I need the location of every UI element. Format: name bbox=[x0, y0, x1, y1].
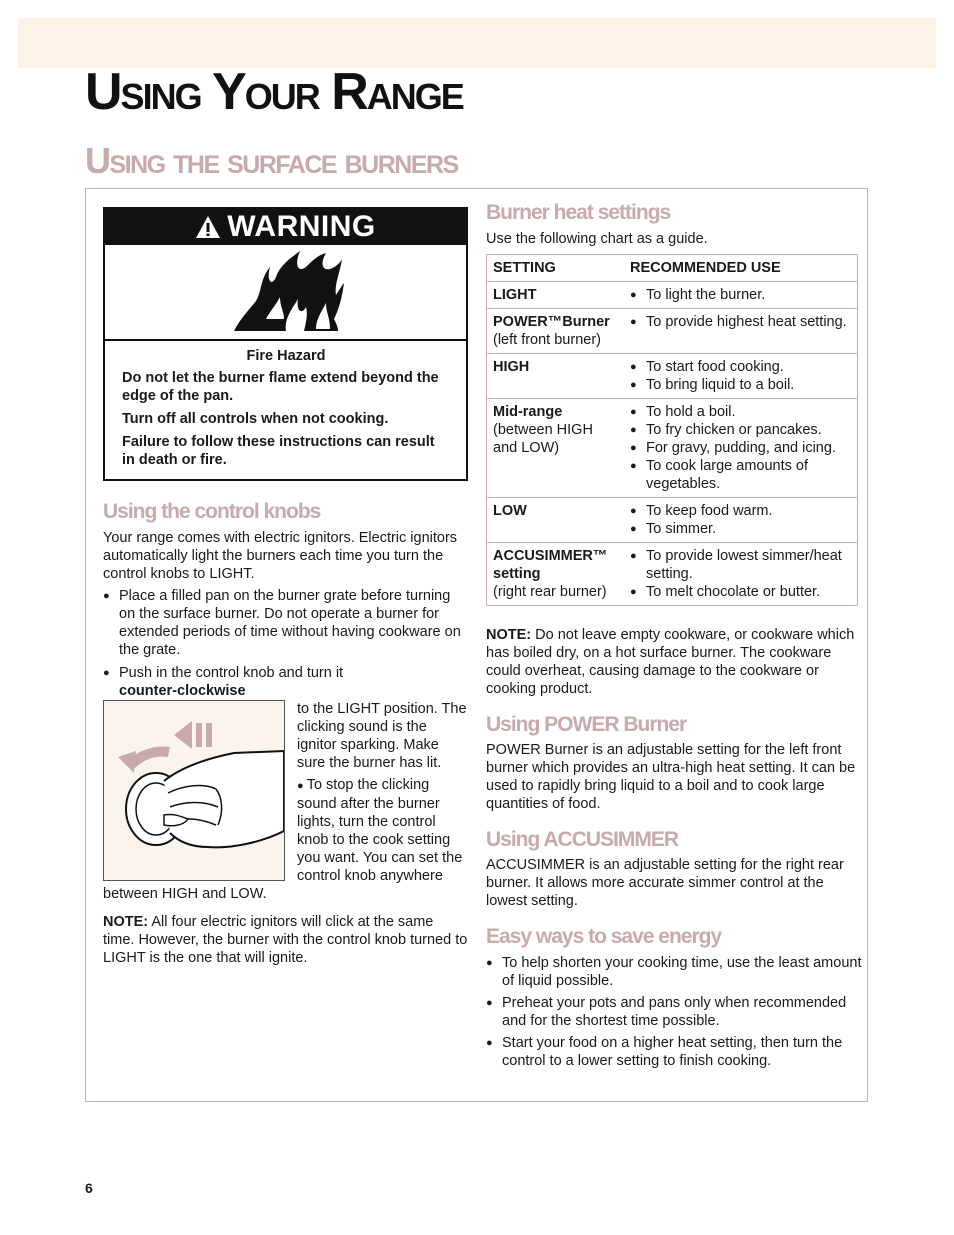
list-item bbox=[103, 664, 468, 700]
table-row bbox=[487, 498, 858, 543]
list-item: ● To help shorten your cooking time, use the least amount of liquid possible. bbox=[486, 954, 864, 990]
use-cell bbox=[624, 354, 858, 399]
use-list bbox=[630, 403, 851, 493]
section-title: Using the surface burners bbox=[85, 140, 458, 181]
knob-figure-block bbox=[103, 700, 468, 903]
warning-line: Turn off all controls when not cooking. bbox=[122, 411, 389, 427]
use-list bbox=[630, 358, 851, 394]
fire-flame-icon bbox=[105, 245, 466, 341]
use-cell bbox=[624, 282, 858, 309]
knob-instructions: to the LIGHT position. The clicking sound is the ignitor sparking. Make sure the burner has lit. bbox=[297, 701, 467, 771]
list-item: ● To fry chicken or pancakes. bbox=[630, 421, 851, 439]
setting-cell bbox=[487, 399, 625, 498]
use-cell bbox=[624, 399, 858, 498]
warning-triangle-icon bbox=[195, 215, 221, 239]
warning-line: Do not let the burner flame extend beyond the edge of the pan. bbox=[122, 370, 439, 404]
use-list bbox=[630, 286, 851, 304]
control-knobs-heading: Using the control knobs bbox=[103, 500, 321, 523]
page-number: 6 bbox=[85, 1180, 93, 1196]
warning-header bbox=[105, 209, 466, 245]
energy-list bbox=[486, 954, 864, 1070]
heat-settings-heading: Burner heat settings bbox=[486, 201, 671, 224]
table-row bbox=[487, 543, 858, 606]
power-burner-heading: Using POWER Burner bbox=[486, 713, 687, 736]
setting-name: Mid-range bbox=[493, 404, 563, 420]
warning-box bbox=[103, 207, 468, 481]
table-header-row bbox=[487, 255, 858, 282]
accusimmer-text: ACCUSIMMER is an adjustable setting for the right rear burner. It allows more accurate simmer control at the lowest setting. bbox=[486, 857, 844, 909]
list-item: ● To light the burner. bbox=[630, 286, 851, 304]
list-item: ● Preheat your pots and pans only when recommended and for the shortest time possible. bbox=[486, 994, 864, 1030]
setting-detail: (left front burner) bbox=[493, 332, 601, 348]
table-row bbox=[487, 399, 858, 498]
warning-text bbox=[105, 341, 466, 479]
note-text: Do not leave empty cookware, or cookware which has boiled dry, on a hot surface burner. The cookware could overheat, causing damage to the cookware or cooking product. bbox=[486, 627, 855, 697]
setting-cell bbox=[487, 354, 625, 399]
list-item: ● For gravy, pudding, and icing. bbox=[630, 439, 851, 457]
list-item: ● To simmer. bbox=[630, 520, 851, 538]
column-header-setting: SETTING bbox=[487, 255, 625, 282]
table-row bbox=[487, 354, 858, 399]
knob-stop-instructions bbox=[103, 776, 468, 903]
list-item: ● Place a filled pan on the burner grate before turning on the surface burner. Do not operate a burner for extended periods of time without having cookware on the grate. bbox=[103, 587, 468, 659]
setting-name: HIGH bbox=[493, 359, 530, 375]
setting-cell bbox=[487, 309, 625, 354]
setting-cell bbox=[487, 282, 625, 309]
heat-settings-intro: Use the following chart as a guide. bbox=[486, 231, 708, 247]
setting-detail: (right rear burner) bbox=[493, 584, 607, 600]
note-text: All four electric ignitors will click at the same time. However, the burner with the control knob turned to LIGHT is the one that will ignite. bbox=[103, 914, 468, 966]
control-knobs-intro: Your range comes with electric ignitors. Electric ignitors automatically light the burners each time you turn the control knobs to LIGHT. bbox=[103, 530, 458, 582]
use-list bbox=[630, 502, 851, 538]
accusimmer-heading: Using ACCUSIMMER bbox=[486, 828, 679, 851]
note-label: NOTE: bbox=[486, 627, 532, 643]
setting-detail: (between HIGH and LOW) bbox=[493, 422, 593, 456]
use-cell bbox=[624, 498, 858, 543]
table-row bbox=[487, 309, 858, 354]
hazard-title: Fire Hazard bbox=[246, 348, 326, 364]
warning-label: WARNING bbox=[227, 210, 376, 243]
setting-cell bbox=[487, 543, 625, 606]
heat-table-body bbox=[487, 282, 858, 606]
control-knobs-list bbox=[103, 587, 468, 700]
heat-settings-note bbox=[486, 626, 856, 698]
table-row bbox=[487, 282, 858, 309]
use-cell bbox=[624, 543, 858, 606]
bullet-bold: counter-clockwise bbox=[119, 683, 246, 699]
right-column bbox=[486, 200, 864, 1070]
bullet-text: To stop the clicking sound after the burner lights, turn the control knob to the cook setting you want. You can set the control knob anywhere between HIGH and LOW. bbox=[103, 777, 463, 902]
left-column bbox=[103, 207, 468, 967]
column-header-use: RECOMMENDED USE bbox=[624, 255, 858, 282]
use-list bbox=[630, 547, 851, 601]
list-item: ● To provide lowest simmer/heat setting. bbox=[630, 547, 851, 583]
power-burner-text: POWER Burner is an adjustable setting for the left front burner which provides an ultra-high heat setting. It can be used to rapidly bring liquid to a boil and to cook large quantities of food. bbox=[486, 742, 856, 812]
page-title: Using Your Range bbox=[85, 63, 463, 121]
setting-name: LOW bbox=[493, 503, 527, 519]
list-item: ● To melt chocolate or butter. bbox=[630, 583, 851, 601]
list-item: ● To start food cooking. bbox=[630, 358, 851, 376]
bullet-text: Push in the control knob and turn it bbox=[119, 665, 344, 681]
setting-cell bbox=[487, 498, 625, 543]
control-knobs-note bbox=[103, 913, 468, 967]
top-band bbox=[18, 18, 936, 68]
list-item: ● To keep food warm. bbox=[630, 502, 851, 520]
setting-name: ACCUSIMMER™ setting bbox=[493, 548, 608, 582]
setting-name: LIGHT bbox=[493, 287, 537, 303]
heat-settings-table bbox=[486, 254, 858, 606]
list-item: ● To cook large amounts of vegetables. bbox=[630, 457, 851, 493]
note-label: NOTE: bbox=[103, 914, 149, 930]
list-item: ● Start your food on a higher heat setting, then turn the control to a lower setting to finish cooking. bbox=[486, 1034, 864, 1070]
use-cell bbox=[624, 309, 858, 354]
setting-name: POWER™Burner bbox=[493, 314, 610, 330]
warning-line: Failure to follow these instructions can result in death or fire. bbox=[122, 434, 435, 468]
list-item: ● To hold a boil. bbox=[630, 403, 851, 421]
use-list bbox=[630, 313, 851, 331]
list-item: ● To bring liquid to a boil. bbox=[630, 376, 851, 394]
bullet-dot: ● bbox=[297, 780, 307, 792]
energy-heading: Easy ways to save energy bbox=[486, 925, 722, 948]
list-item: ● To provide highest heat setting. bbox=[630, 313, 851, 331]
